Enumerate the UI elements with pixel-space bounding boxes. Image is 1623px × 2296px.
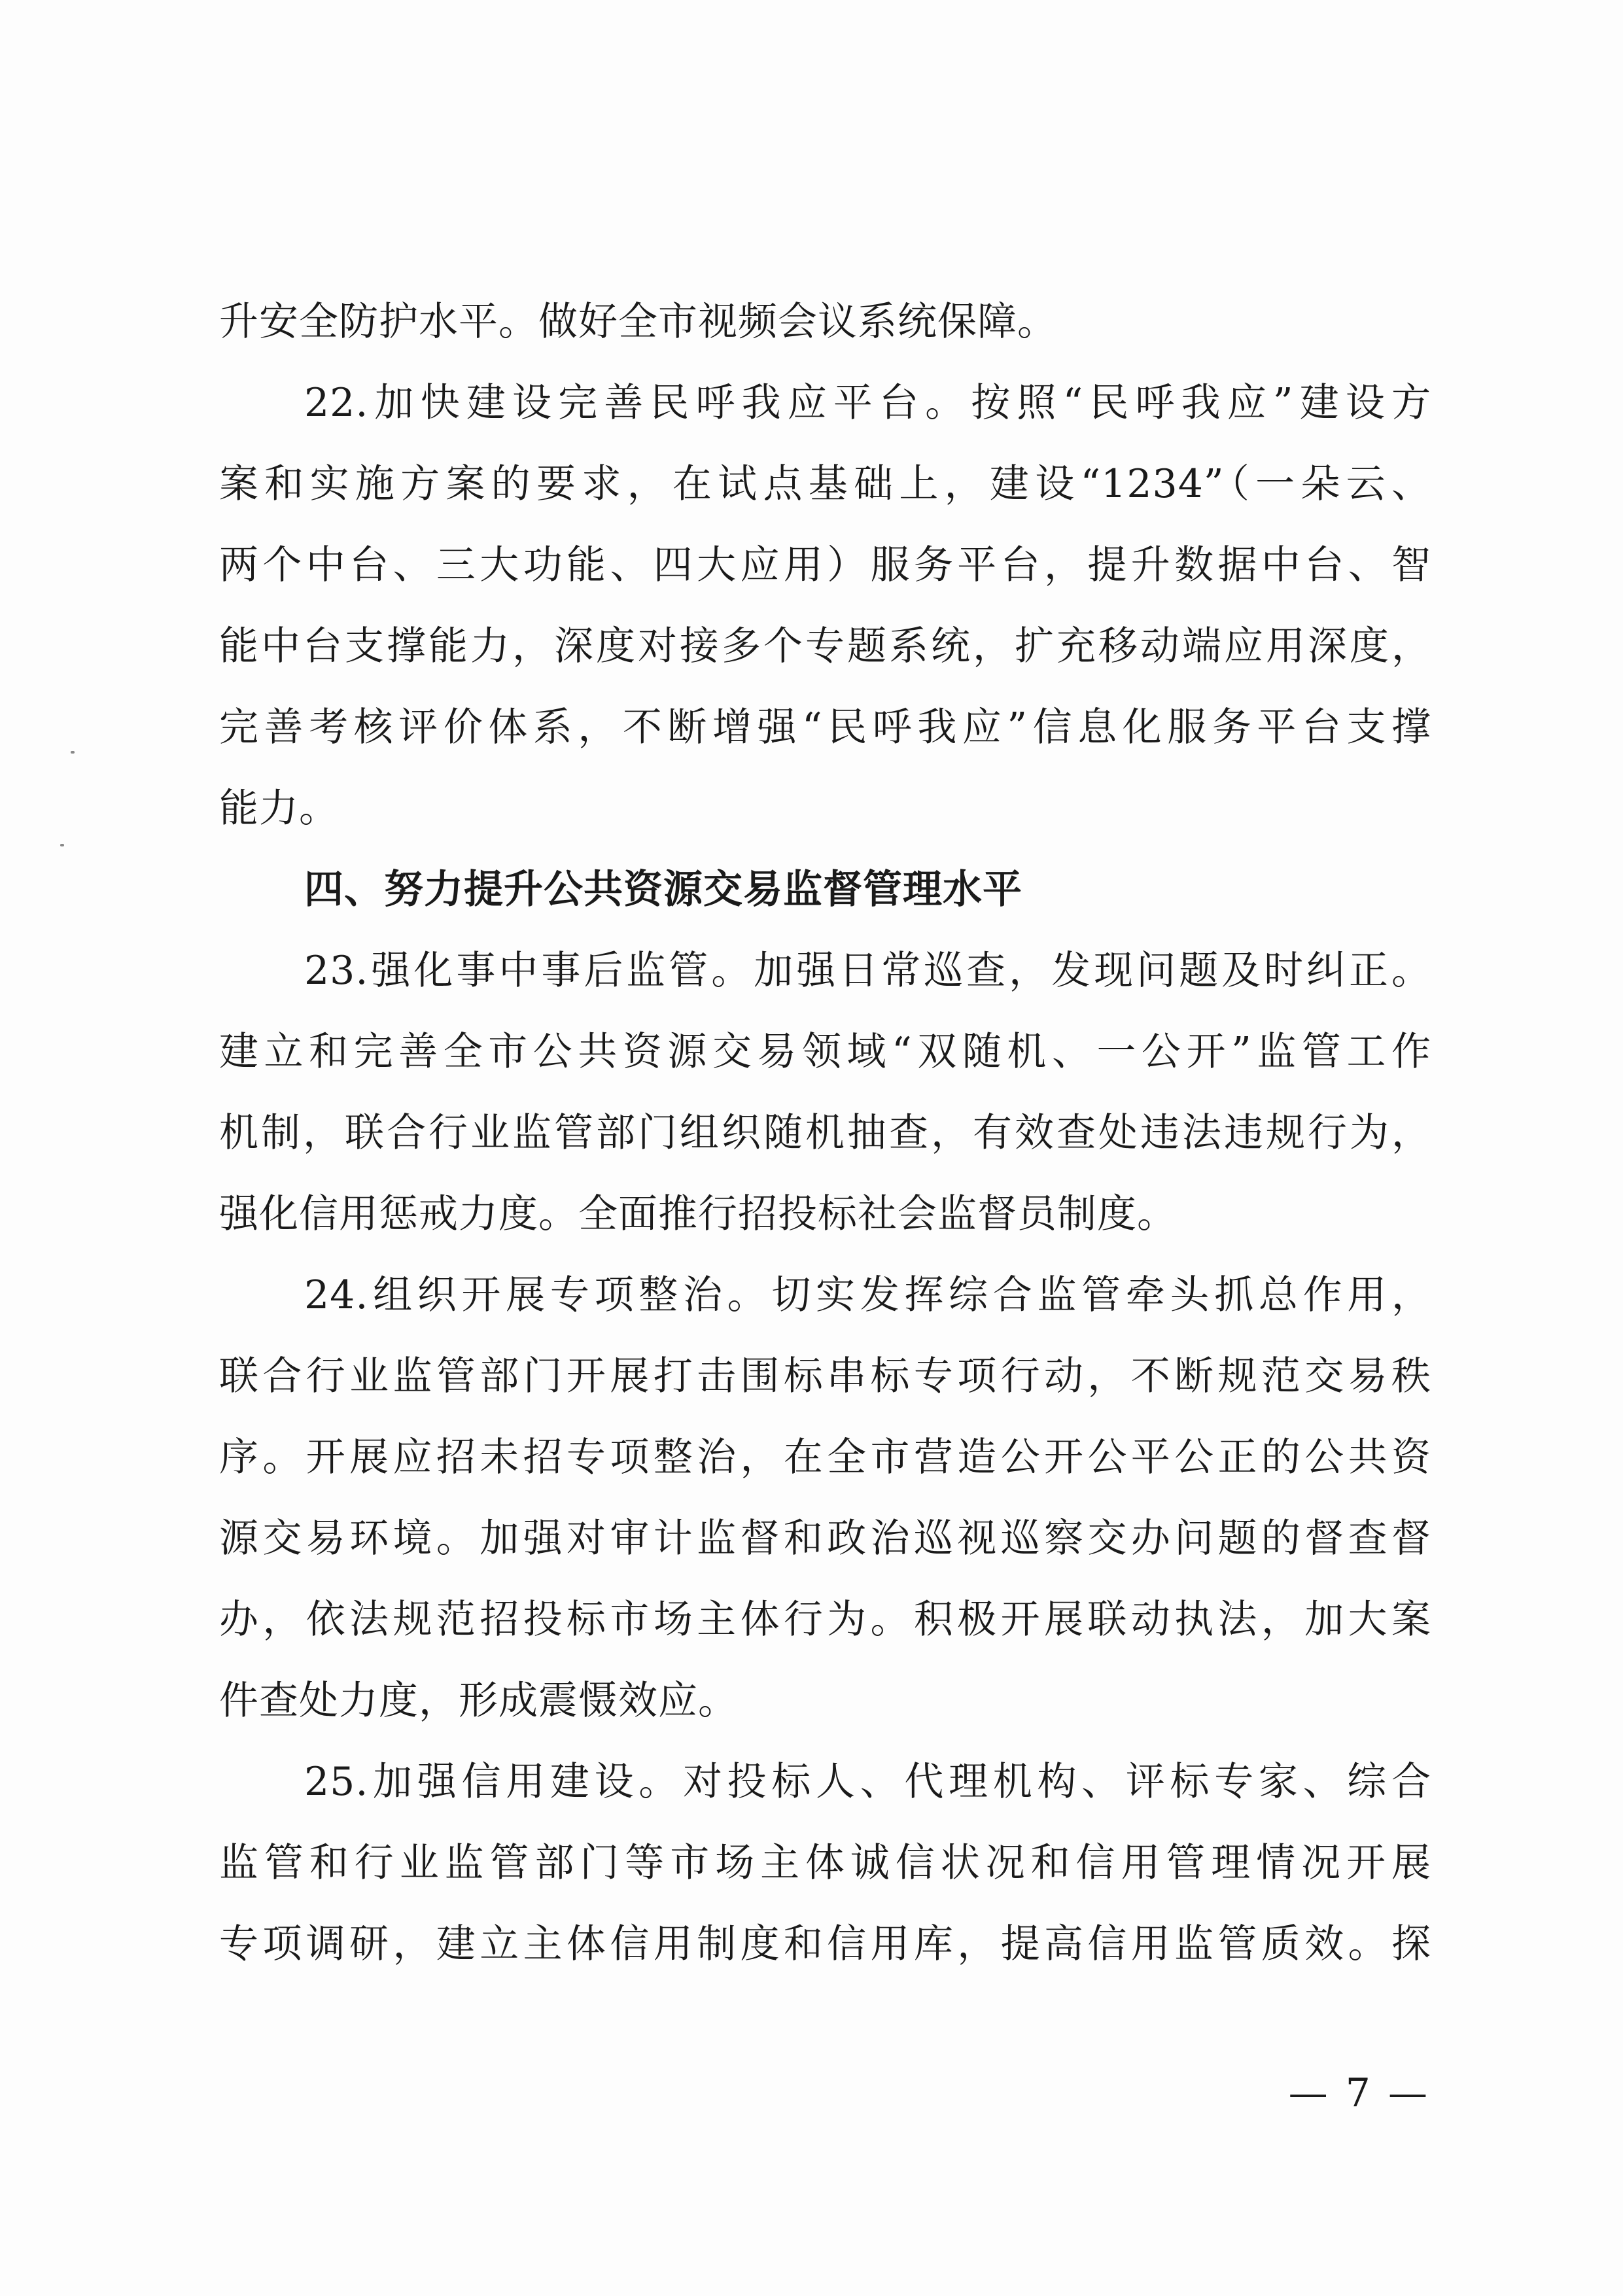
body-line: 机制，联合行业监管部门组织随机抽查，有效查处违法违规行为， (219, 1110, 1431, 1156)
body-line: 建立和完善全市公共资源交易领域“双随机、一公开”监管工作 (219, 1029, 1431, 1075)
body-line: 序。开展应招未招专项整治，在全市营造公开公平公正的公共资 (219, 1435, 1431, 1480)
body-line: 监管和行业监管部门等市场主体诚信状况和信用管理情况开展 (219, 1840, 1431, 1886)
body-line: 源交易环境。加强对审计监督和政治巡视巡察交办问题的督查督 (219, 1516, 1431, 1561)
body-line: 件查处力度，形成震慑效应。 (219, 1678, 738, 1724)
page-number: — 7 — (1288, 2070, 1430, 2116)
body-line: 强化信用惩戒力度。全面推行招投标社会监督员制度。 (219, 1191, 1177, 1237)
section-heading: 四、努力提升公共资源交易监督管理水平 (304, 867, 1022, 913)
body-line: 23.强化事中事后监管。加强日常巡查，发现问题及时纠正。 (304, 948, 1431, 994)
body-line: 升安全防护水平。做好全市视频会议系统保障。 (219, 299, 1057, 345)
scan-speck (60, 844, 64, 846)
body-line: 22.加快建设完善民呼我应平台。按照“民呼我应”建设方 (304, 380, 1431, 426)
body-line: 案和实施方案的要求，在试点基础上，建设“1234”（一朵云、 (219, 461, 1431, 507)
body-line: 完善考核评价体系，不断增强“民呼我应”信息化服务平台支撑 (219, 704, 1431, 750)
body-line: 24.组织开展专项整治。切实发挥综合监管牵头抓总作用， (304, 1272, 1431, 1318)
body-line: 能力。 (219, 786, 339, 831)
body-line: 两个中台、三大功能、四大应用）服务平台，提升数据中台、智 (219, 542, 1431, 588)
body-line: 联合行业监管部门开展打击围标串标专项行动，不断规范交易秩 (219, 1353, 1431, 1399)
scan-speck (71, 751, 75, 754)
body-line: 办，依法规范招投标市场主体行为。积极开展联动执法，加大案 (219, 1597, 1431, 1643)
body-line: 能中台支撑能力，深度对接多个专题系统，扩充移动端应用深度， (219, 623, 1431, 669)
body-line: 25.加强信用建设。对投标人、代理机构、评标专家、综合 (304, 1759, 1431, 1805)
body-line: 专项调研，建立主体信用制度和信用库，提高信用监管质效。探 (219, 1921, 1431, 1967)
